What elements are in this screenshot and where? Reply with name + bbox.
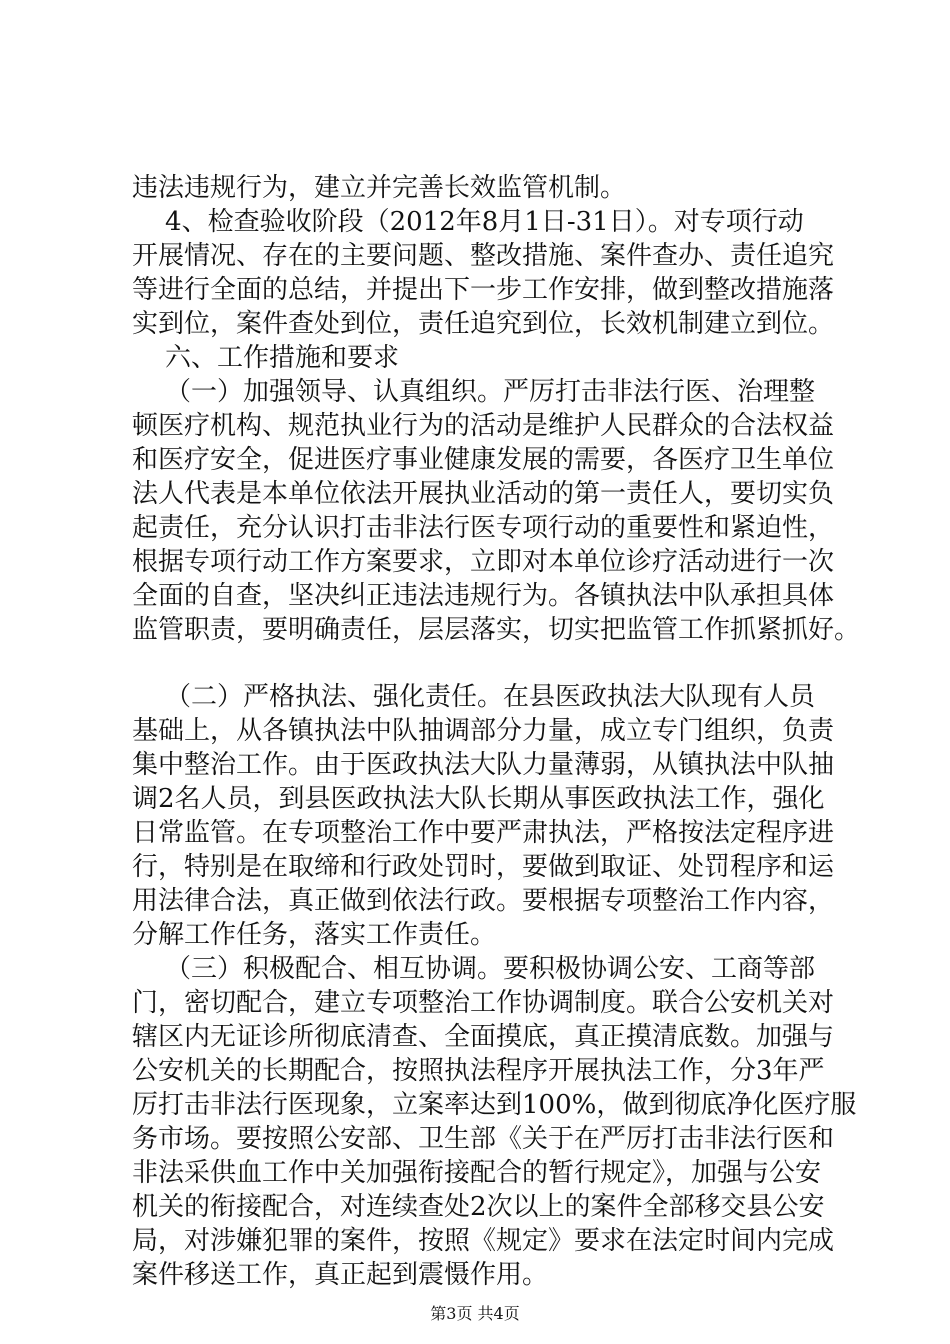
body-text-line: 辖区内无证诊所彻底清查、全面摸底，真正摸清底数。加强与 xyxy=(132,1022,835,1052)
body-text-line: 顿医疗机构、规范执业行为的活动是维护人民群众的合法权益 xyxy=(132,411,835,441)
body-text-line: （二）严格执法、强化责任。在县医政执法大队现有人员 xyxy=(132,682,816,712)
body-text-line: 机关的衔接配合，对连续查处2次以上的案件全部移交县公安 xyxy=(132,1192,825,1222)
body-text-line: 用法律合法，真正做到依法行政。要根据专项整治工作内容， xyxy=(132,886,835,916)
body-text-line: 监管职责，要明确责任，层层落实，切实把监管工作抓紧抓好。 xyxy=(132,615,861,645)
body-text-line: 行，特别是在取缔和行政处罚时，要做到取证、处罚程序和运 xyxy=(132,852,835,882)
body-text-line: 全面的自查，坚决纠正违法违规行为。各镇执法中队承担具体 xyxy=(132,581,835,611)
body-text-line: 调2名人员，到县医政执法大队长期从事医政执法工作，强化 xyxy=(132,784,825,814)
body-text-line: 公安机关的长期配合，按照执法程序开展执法工作，分3年严 xyxy=(132,1056,825,1086)
body-text-line: 集中整治工作。由于医政执法大队力量薄弱，从镇执法中队抽 xyxy=(132,750,835,780)
body-text-line: 局，对涉嫌犯罪的案件，按照《规定》要求在法定时间内完成 xyxy=(132,1226,835,1256)
body-text-line: 厉打击非法行医现象，立案率达到100%，做到彻底净化医疗服 xyxy=(132,1090,857,1120)
body-text-line: 门，密切配合，建立专项整治工作协调制度。联合公安机关对 xyxy=(132,988,835,1018)
body-text-line: 违法违规行为，建立并完善长效监管机制。 xyxy=(132,173,627,203)
body-text-line: 分解工作任务，落实工作责任。 xyxy=(132,920,497,950)
body-text-line: 案件移送工作，真正起到震慑作用。 xyxy=(132,1260,549,1290)
body-text-line: 和医疗安全，促进医疗事业健康发展的需要，各医疗卫生单位 xyxy=(132,445,835,475)
body-text-line: 务市场。要按照公安部、卫生部《关于在严厉打击非法行医和 xyxy=(132,1124,835,1154)
body-text-line: （一）加强领导、认真组织。严厉打击非法行医、治理整 xyxy=(132,377,816,407)
body-text-line: （三）积极配合、相互协调。要积极协调公安、工商等部 xyxy=(132,954,816,984)
body-text-line: 基础上，从各镇执法中队抽调部分力量，成立专门组织，负责 xyxy=(132,716,835,746)
body-text-line: 起责任，充分认识打击非法行医专项行动的重要性和紧迫性， xyxy=(132,513,835,543)
body-text-line: 根据专项行动工作方案要求，立即对本单位诊疗活动进行一次 xyxy=(132,547,835,577)
body-text-line: 实到位，案件查处到位，责任追究到位，长效机制建立到位。 xyxy=(132,309,835,339)
body-text-line: 开展情况、存在的主要问题、整改措施、案件查办、责任追究 xyxy=(132,241,835,271)
section-heading: 六、工作措施和要求 xyxy=(132,343,400,373)
body-text-line: 法人代表是本单位依法开展执业活动的第一责任人，要切实负 xyxy=(132,479,835,509)
body-text-line: 4、检查验收阶段（2012年8月1日-31日）。对专项行动 xyxy=(132,207,804,237)
page-footer: 第3页 共4页 xyxy=(430,1304,520,1323)
body-text-line: 非法采供血工作中关加强衔接配合的暂行规定》，加强与公安 xyxy=(132,1158,822,1188)
body-text-line: 等进行全面的总结，并提出下一步工作安排，做到整改措施落 xyxy=(132,275,835,305)
body-text-line: 日常监管。在专项整治工作中要严肃执法，严格按法定程序进 xyxy=(132,818,835,848)
